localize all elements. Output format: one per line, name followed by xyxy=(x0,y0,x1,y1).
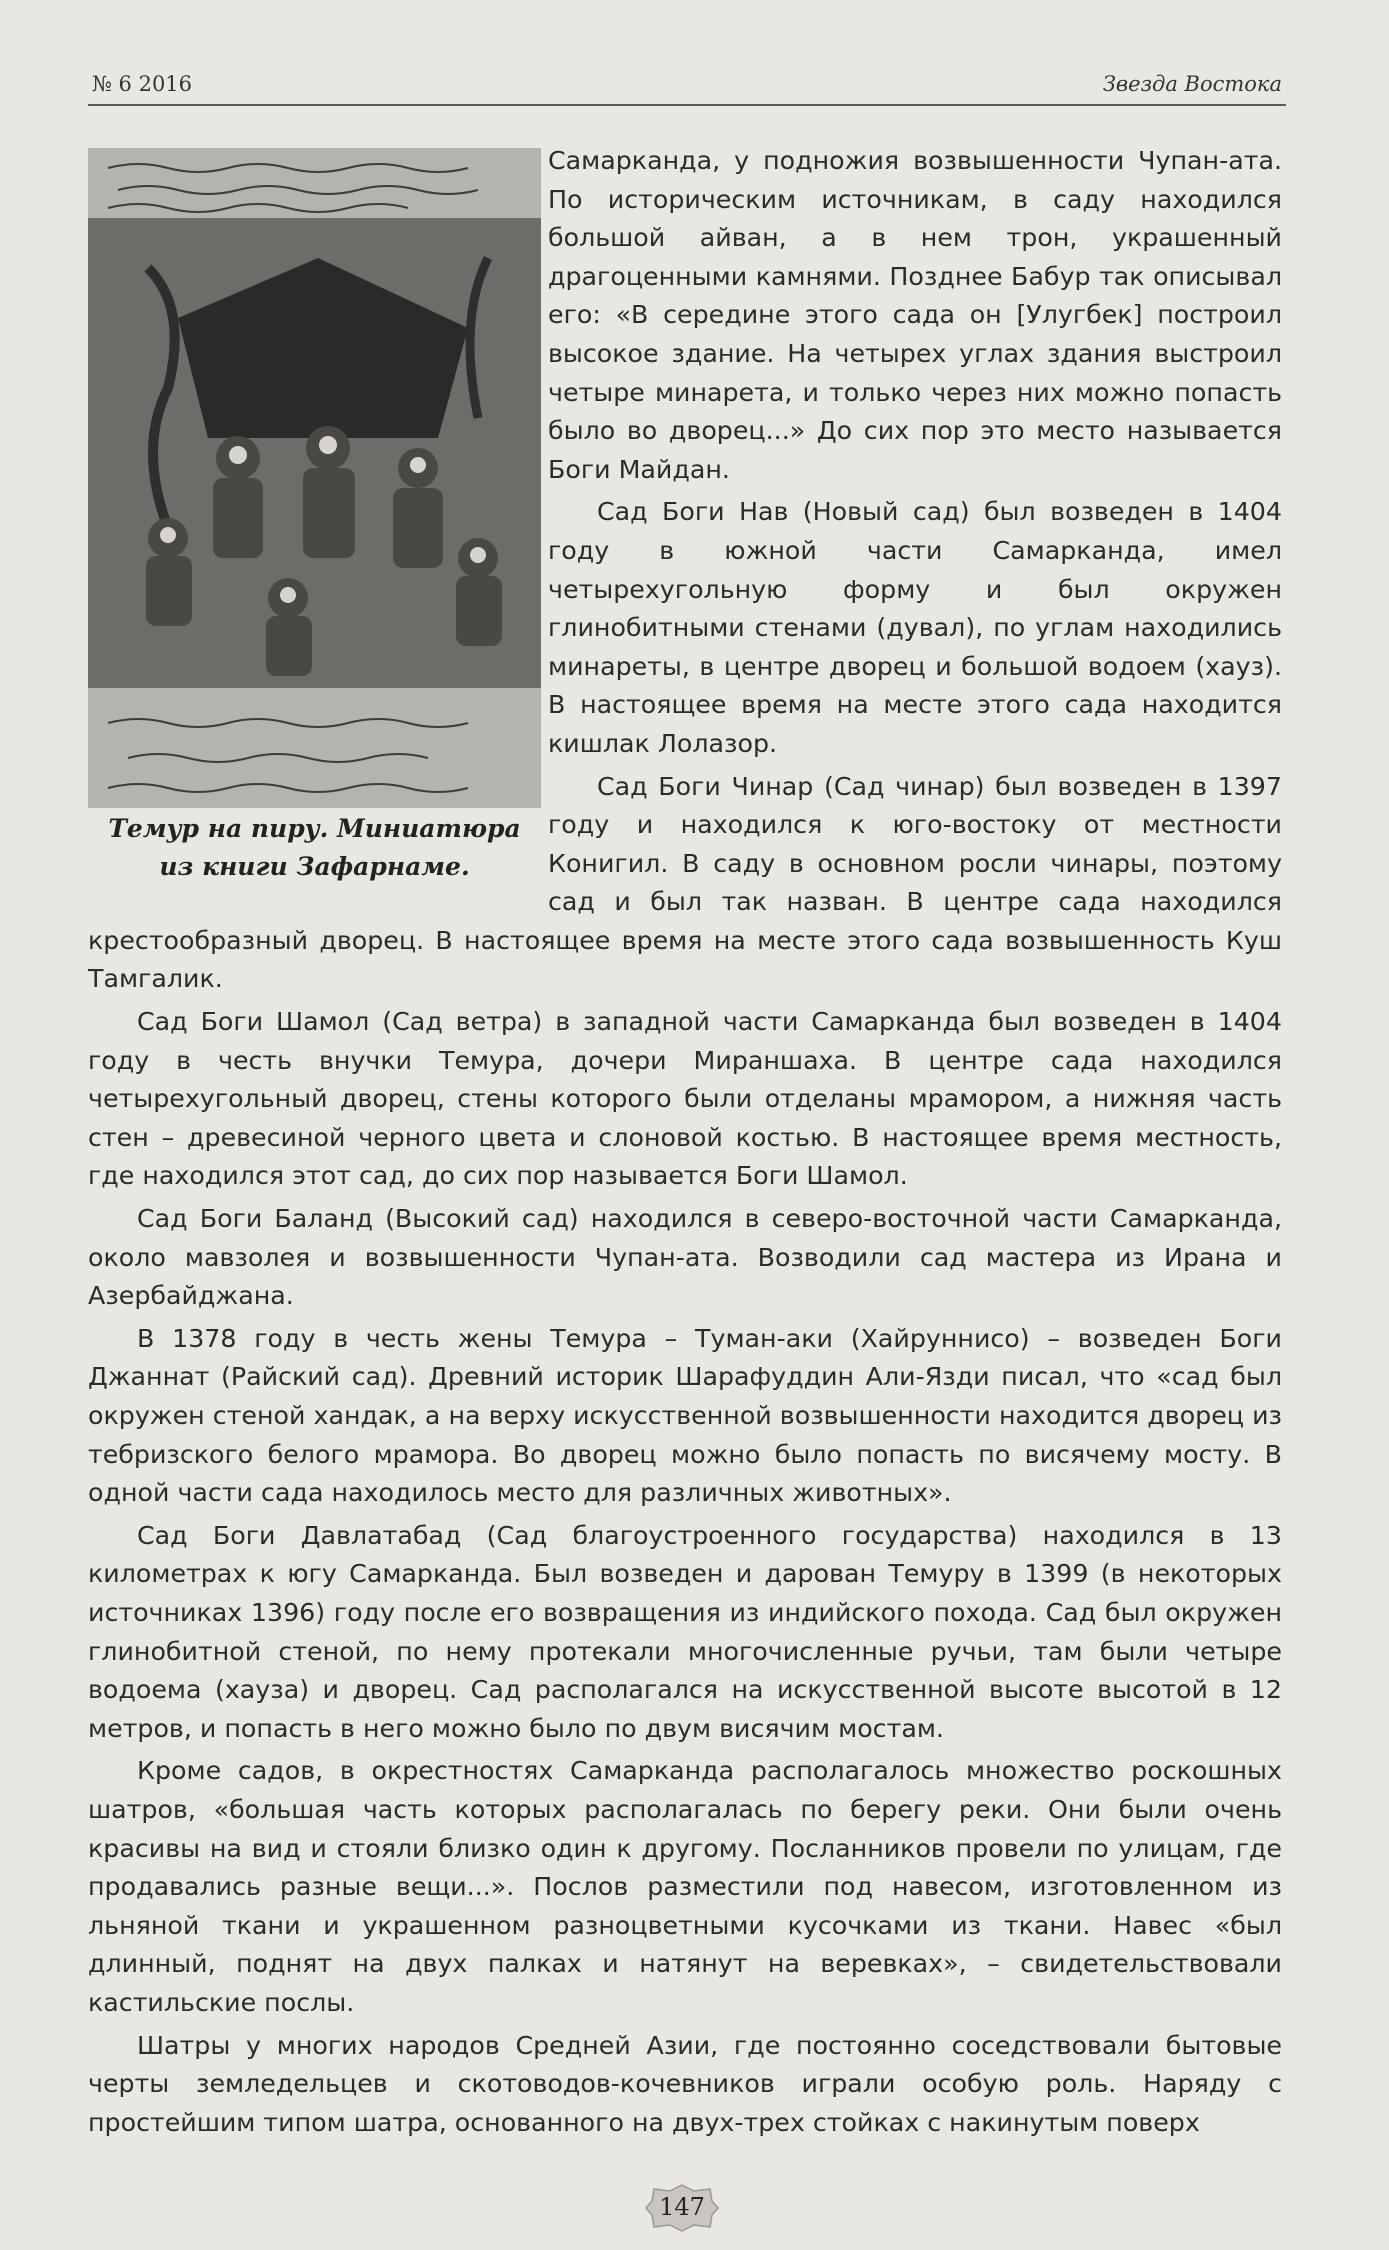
paragraph: Сад Боги Шамол (Сад ветра) в западной части Самарканда был возведен в 1404 году в честь внучки Темура, дочери Мираншаха. В центре сада находился четырехугольный дворец, стены которого были отделаны мрамором, а нижняя часть стен – древесиной черного цвета и слоновой костью. В настоящее время местность, где находился этот сад, до сих пор называется Боги Шамол. xyxy=(88,1007,1282,1191)
article-body xyxy=(88,142,1282,2146)
page-number-badge xyxy=(644,2183,720,2233)
paragraph: Самарканда, у подножия возвышенности Чупан-ата. По историческим источникам, в саду находился большой айван, а в нем трон, украшенный драгоценными камнями. Позднее Бабур так описывал его: «В середине этого сада он [Улугбек] построил высокое здание. На четырех углах здания выстроил четыре минарета, и только через них можно попасть было во дворец...» До сих пор это место называется Боги Майдан. xyxy=(548,146,1282,484)
running-header xyxy=(88,68,1286,106)
issue-number: № 6 2016 xyxy=(92,72,193,96)
page-number: 147 xyxy=(659,2193,705,2221)
paragraph: Сад Боги Давлатабад (Сад благоустроенного государства) находился в 13 километрах к югу Самарканда. Был возведен и дарован Темуру в 1399 (в некоторых источниках 1396) году после его возвращения из индийского похода. Сад был окружен глинобитной стеной, по нему протекали многочисленные ручьи, там были четыре водоема (хауза) и дворец. Сад располагался на искусственной высоте высотой в 12 метров, и попасть в него можно было по двум висячим мостам. xyxy=(88,1520,1282,1743)
paragraph: В 1378 году в честь жены Темура – Туман-аки (Хайруннисо) – возведен Боги Джаннат (Райский сад). Древний историк Шарафуддин Али-Язди писал, что «сад был окружен стеной хандак, а на верху искусственной возвышенности находится дворец из тебризского белого мрамора. Во дворец можно было попасть по висячему мосту. В одной части сада находилось место для различных животных». xyxy=(88,1323,1282,1508)
paragraph: Сад Боги Баланд (Высокий сад) находился в северо-восточной части Самарканда, около мавзолея и возвышенности Чупан-ата. Возводили сад мастера из Ирана и Азербайджана. xyxy=(88,1204,1282,1311)
paragraph: Кроме садов, в окрестностях Самарканда располагалось множество роскошных шатров, «большая часть которых располагалась по берегу реки. Они были очень красивы на вид и стояли близко один к другому. Посланников провели по улицам, где продавались разные вещи...». Послов разместили под навесом, изготовленном из льняной ткани и украшенном разноцветными кусочками из ткани. Навес «был длинный, поднят на двух палках и натянут на веревках», – свидетельствовали кастильские послы. xyxy=(88,1756,1282,2017)
journal-title: Звезда Востока xyxy=(1102,72,1282,96)
paragraph: Сад Боги Чинар (Сад чинар) был возведен в 1397 году и находился к юго-востоку от местности Конигил. В саду в основном росли чинары, поэтому сад и был так назван. В центре сада находился крестообразный дворец. В настоящее время на месте этого сада возвышенность Куш Тамгалик. xyxy=(88,771,1282,994)
caption-line-2: из книги Зафарнаме. xyxy=(159,852,470,881)
paragraph: Сад Боги Нав (Новый сад) был возведен в 1404 году в южной части Самарканда, имел четырехугольную форму и был окружен глинобитными стенами (дувал), по углам находились минареты, в центре дворец и большой водоем (хауз). В настоящее время на месте этого сада находится кишлак Лолазор. xyxy=(548,497,1282,758)
caption-line-1: Темур на пиру. Миниатюра xyxy=(108,814,521,843)
figure-wrap-space xyxy=(88,142,548,914)
paragraph: Шатры у многих народов Средней Азии, где постоянно соседствовали бытовые черты земледельцев и скотоводов-кочевников играли особую роль. Наряду с простейшим типом шатра, основанного на двух-трех стойках с накинутым поверх xyxy=(88,2030,1282,2137)
